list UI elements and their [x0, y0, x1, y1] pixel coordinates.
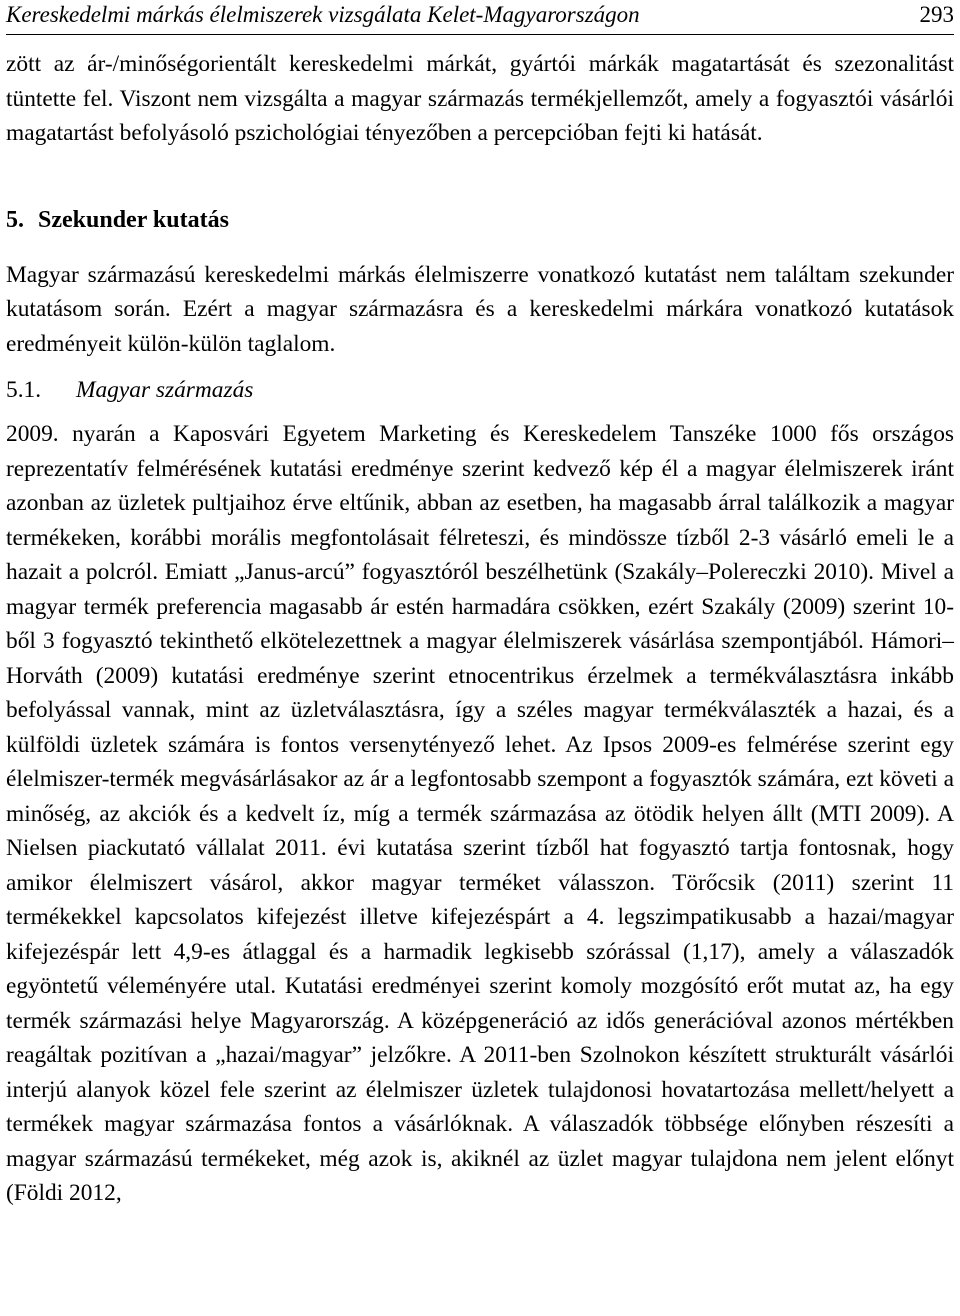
page-number: 293 — [919, 2, 954, 27]
running-header-title: Kereskedelmi márkás élelmiszerek vizsgálata Kelet-Magyarországon — [6, 2, 640, 27]
section-title: Szekunder kutatás — [38, 206, 229, 233]
subsection-number: 5.1. — [6, 377, 42, 403]
document-page — [6, 0, 954, 1211]
subsection-paragraph: 2009. nyarán a Kaposvári Egyetem Marketing és Kereskedelem Tanszéke 1000 fős országos reprezentatív felmérésének kutatási eredménye szerint kedvező kép él a magyar élelmiszerek iránt azonban az üzletek pultjaihoz érve eltűnik, abban az esetben, ha magasabb árral találkozik a magyar termékeken, korábbi morális megfontolásait félreteszi, és mindössze tízből 2-3 vásárló emeli le a hazait a polcról. Emiatt „Janus-arcú” fogyasztóról beszélhetünk (Szakály–Polereczki 2010). Mivel a magyar termék preferencia magasabb ár estén harmadára csökken, ezért Szakály (2009) szerint 10-ből 3 fogyasztó tekinthető elkötelezettnek a magyar élelmiszerek vásárlása szempontjából. Hámori–Horváth (2009) kutatási eredménye szerint etnocentrikus érzelmek a termékválasztásra inkább befolyással vannak, mint az üzletválasztásra, így a széles magyar termékválaszték a hazai, és a külföldi üzletek számára is fontos versenytényező lehet. Az Ipsos 2009-es felmérése szerint egy élelmiszer-termék megvásárlásakor az ár a legfontosabb szempont a fogyasztók számára, ezt követi a minőség, az akciók és a kedvelt íz, míg a termék származása az ötödik helyen állt (MTI 2009). A Nielsen piackutató vállalat 2011. évi kutatása szerint tízből hat fogyasztó tartja fontosnak, hogy amikor élelmiszert vásárol, akkor magyar terméket válasszon. Törőcsik (2011) szerint 11 termékekkel kapcsolatos kifejezést illetve kifejezéspárt a 4. legszimpatikusabb a hazai/magyar kifejezéspár lett 4,9-es átlaggal és a harmadik legkisebb szórással (1,17), amely a válaszadók egyöntetű véleményére utal. Kutatási eredményei szerint komoly mozgósító erőt mutat az, ha egy termék származási helye Magyarország. A középgeneráció az idős generációval azonos mértékben reagáltak pozitívan a „hazai/magyar” jelzőkre. A 2011-ben Szolnokon készített strukturált vásárlói interjú alanyok közel fele szerint az élelmiszer üzletek tulajdonosi hovatartozása mellett/helyett a termékek magyar származása fontos a vásárlóknak. A válaszadók többsége előnyben részesíti a magyar származású termékeket, még azok is, akiknél az üzlet magyar tulajdona nem jelent előnyt (Földi 2012, — [6, 421, 954, 1206]
subsection-title: Magyar származás — [76, 377, 254, 403]
running-header — [6, 0, 954, 35]
section-number: 5. — [6, 206, 24, 233]
section-heading — [6, 203, 954, 237]
intro-paragraph: zött az ár-/minőségorientált kereskedelmi márkát, gyártói márkák magatartását és szezonalitást tüntette fel. Viszont nem vizsgálta a magyar származás termékjellemzőt, amely a fogyasztói vásárlói magatartást befolyásoló pszichológiai tényezőben a percepcióban fejti ki hatását. — [6, 51, 954, 146]
section-paragraph: Magyar származású kereskedelmi márkás élelmiszerre vonatkozó kutatást nem találtam szekunder kutatásom során. Ezért a magyar származásra és a kereskedelmi márkára vonatkozó kutatások eredményeit külön-külön taglalom. — [6, 261, 954, 357]
subsection-heading — [6, 373, 954, 407]
